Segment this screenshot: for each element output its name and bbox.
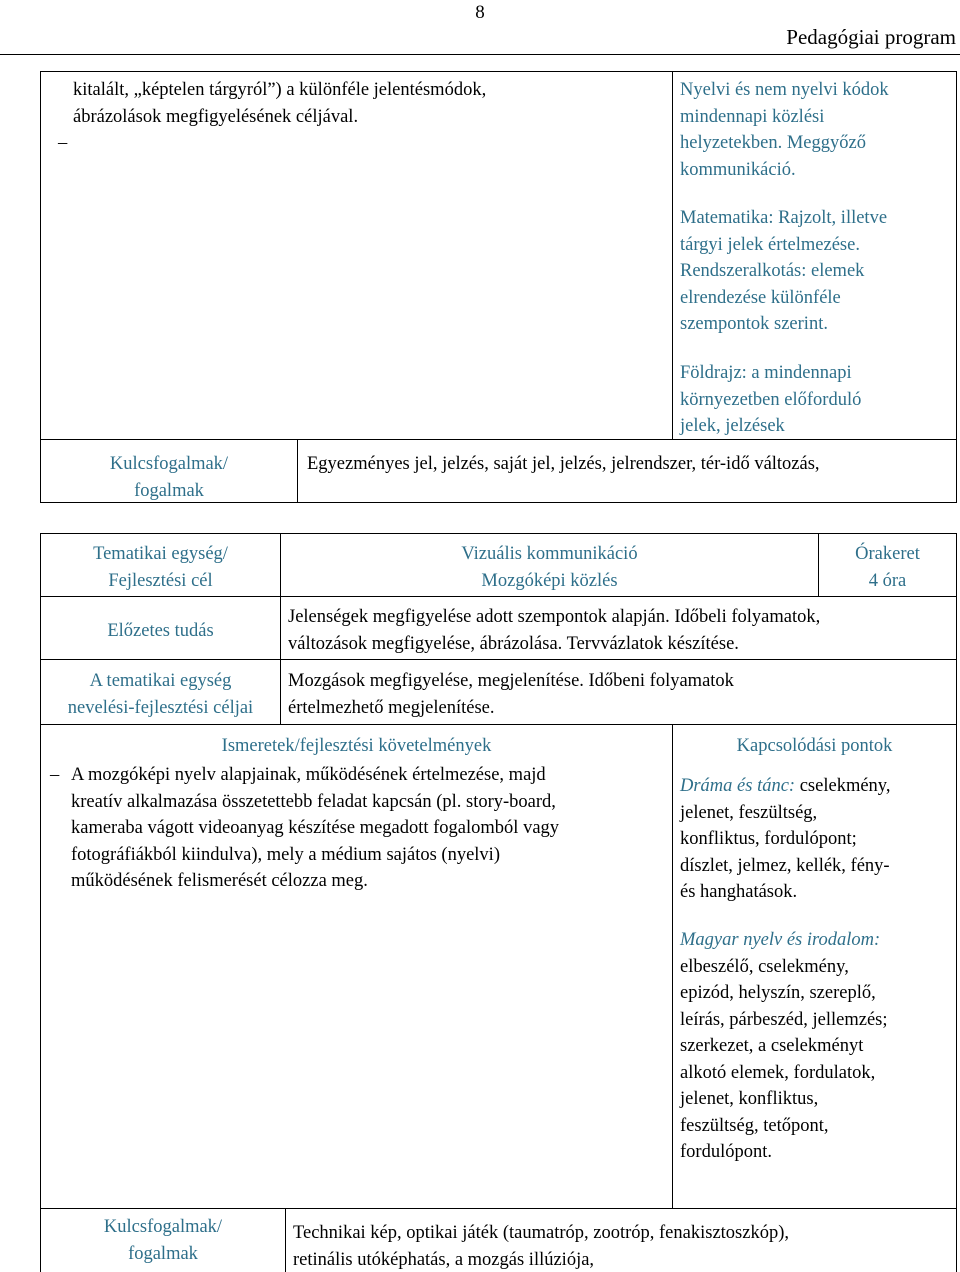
elozetes-label: Előzetes tudás	[107, 621, 214, 641]
header-rule	[0, 54, 960, 55]
table2-ismeretek-mid	[672, 724, 673, 1208]
table1-right-block3	[680, 360, 952, 440]
tematikai-value	[281, 541, 818, 594]
label-line: Fejlesztési cél	[108, 570, 213, 591]
right-line: Matematika: Rajzolt, illetve	[680, 208, 888, 228]
drama-line: díszlet, jelmez, kellék, fény-	[680, 855, 890, 876]
table1-border-mid	[672, 71, 673, 440]
value-line: értelmezhető megjelenítése.	[288, 697, 495, 718]
table1-kulcs-value: Egyezményes jel, jelzés, saját jel, jelzés, jelrendszer, tér-idő változás,	[307, 454, 820, 474]
table1-dash: –	[58, 133, 68, 153]
table2-ismeretek-left	[40, 724, 41, 1208]
value-line: Technikai kép, optikai játék (taumatróp, zootróp, fenakisztoszkóp),	[293, 1223, 789, 1243]
right-line: helyzetekben. Meggyőző	[680, 133, 866, 153]
magyar-line: alkotó elemek, fordulatok,	[680, 1062, 876, 1083]
right-line: Földrajz: a mindennapi	[680, 363, 852, 383]
page-number: 8	[475, 2, 485, 23]
value-line: Vizuális kommunikáció	[461, 544, 638, 564]
tematikai-label	[41, 541, 280, 594]
drama-block	[680, 773, 952, 906]
ismeretek-header: Ismeretek/fejlesztési követelmények	[221, 736, 492, 756]
table2-ismeretek-right	[956, 724, 957, 1208]
table2-row2-divider	[40, 659, 957, 660]
right-line: kommunikáció.	[680, 159, 796, 180]
right-line: elrendezése különféle	[680, 287, 841, 308]
drama-line: és hanghatások.	[680, 882, 798, 902]
orakeret-label: Órakeret	[855, 544, 920, 564]
drama-line: jelenet, feszültség,	[680, 802, 818, 823]
magyar-line: epizód, helyszín, szereplő,	[680, 983, 876, 1003]
value-line: Mozgóképi közlés	[481, 570, 618, 591]
table1-left-line: kitalált, „képtelen tárgyról”) a különféle jelentésmódok,	[73, 80, 487, 100]
table1-border-top	[40, 71, 957, 72]
table3-border-top	[40, 1208, 957, 1209]
right-line: szempontok szerint.	[680, 314, 828, 334]
label-line: fogalmak	[128, 1243, 198, 1264]
table2-row3-divider	[40, 724, 957, 725]
table3-kulcs-value	[293, 1220, 953, 1272]
table3-divider	[285, 1208, 286, 1272]
table1-left-text	[73, 77, 663, 130]
label-line: A tematikai egység	[89, 671, 232, 691]
ismeretek-line: fotográfiákból kiindulva), mely a médium sajátos (nyelvi)	[71, 844, 500, 865]
drama-first-text: cselekmény,	[795, 776, 891, 796]
right-line: jelek, jelzések	[680, 416, 785, 436]
orakeret-value: 4 óra	[868, 570, 907, 591]
kapcsolodasi-header: Kapcsolódási pontok	[736, 736, 893, 756]
label-line: Kulcsfogalmak/	[109, 454, 229, 474]
magyar-line: leírás, párbeszéd, jellemzés;	[680, 1009, 888, 1030]
table3-border-right	[956, 1208, 957, 1272]
right-line: Rendszeralkotás: elemek	[680, 261, 865, 281]
right-line: tárgyi jelek értelmezése.	[680, 234, 860, 255]
ismeretek-dash: –	[50, 765, 60, 785]
label-line: nevelési-fejlesztési céljai	[67, 697, 254, 718]
right-line: környezetben előforduló	[680, 389, 862, 410]
magyar-line: feszültség, tetőpont,	[680, 1115, 829, 1136]
right-line: Nyelvi és nem nyelvi kódok	[680, 80, 889, 100]
magyar-line: fordulópont.	[680, 1142, 772, 1162]
header-title: Pedagógiai program	[786, 25, 956, 49]
drama-first-line	[680, 773, 952, 800]
table1-right-block1	[680, 77, 952, 183]
table2-border-top	[40, 533, 957, 534]
ismeretek-line: kameraba vágott videoanyag készítése megadott fogalomból vagy	[71, 818, 560, 838]
magyar-line: jelenet, konfliktus,	[680, 1089, 819, 1109]
celjai-value	[288, 668, 953, 721]
table1-kulcs-divider	[297, 439, 298, 503]
ismeretek-line: A mozgóképi nyelv alapjainak, működésének értelmezése, majd	[71, 765, 546, 785]
magyar-subject: Magyar nyelv és irodalom:	[680, 930, 881, 950]
elozetes-value	[288, 604, 953, 657]
right-line: mindennapi közlési	[680, 106, 825, 127]
magyar-block	[680, 927, 952, 1166]
orakeret	[819, 541, 956, 594]
table2-border-right	[956, 533, 957, 724]
drama-line: konfliktus, fordulópont;	[680, 829, 857, 849]
magyar-line: szerkezet, a cselekményt	[680, 1036, 864, 1056]
magyar-line: elbeszélő, cselekmény,	[680, 956, 849, 977]
value-line: változások megfigyelése, ábrázolása. Tervvázlatok készítése.	[288, 633, 739, 654]
label-line: fogalmak	[134, 480, 204, 501]
table1-kulcs-label	[41, 451, 297, 504]
drama-subject: Dráma és tánc:	[680, 776, 796, 796]
celjai-label	[41, 668, 280, 721]
label-line: Kulcsfogalmak/	[103, 1217, 223, 1237]
label-line: Tematikai egység/	[93, 544, 228, 564]
ismeretek-line: működésének felismerését célozza meg.	[71, 871, 368, 891]
table3-kulcs-label	[41, 1214, 285, 1267]
value-line: Mozgások megfigyelése, megjelenítése. Időbeni folyamatok	[288, 671, 734, 691]
value-line: retinális utóképhatás, a mozgás illúziója,	[293, 1249, 595, 1270]
table1-right-block2	[680, 205, 952, 338]
value-line: Jelenségek megfigyelése adott szempontok alapján. Időbeli folyamatok,	[288, 607, 821, 627]
ismeretek-text	[71, 762, 669, 895]
ismeretek-line: kreatív alkalmazása összetettebb feladat kapcsán (pl. story-board,	[71, 791, 556, 812]
table2-row1-divider	[40, 596, 957, 597]
table1-left-line: ábrázolások megfigyelésének céljával.	[73, 106, 359, 127]
